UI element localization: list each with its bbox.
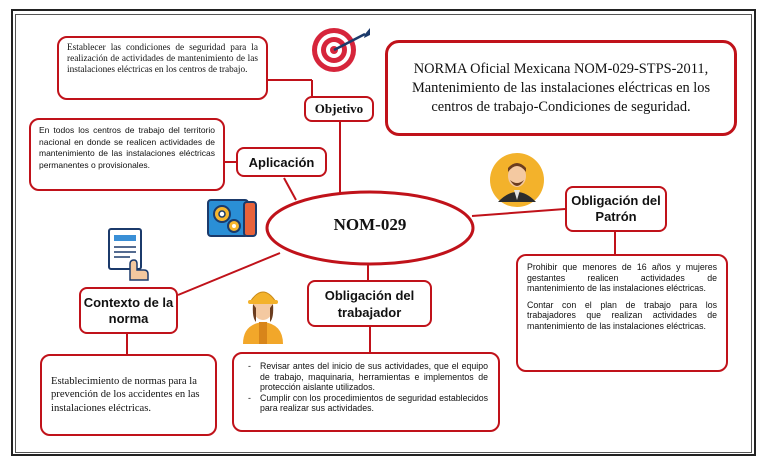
trabajador-description-box	[232, 352, 500, 432]
patron-label	[565, 186, 667, 232]
contexto-label	[79, 287, 178, 334]
contexto-description-box	[40, 354, 217, 436]
businessman-icon	[488, 152, 546, 208]
document-hand-icon	[106, 226, 152, 282]
patron-label-text: Obligación del Patrón	[571, 193, 661, 224]
objetivo-description: Establecer las condiciones de seguridad para la realización de actividades de mantenimiento de las instalaciones eléctricas en los centros de trabajo.	[67, 43, 258, 75]
norma-title: NORMA Oficial Mexicana NOM-029-STPS-2011, Mantenimiento de las instalaciones eléctricas en los centros de trabajo-Condiciones de seguridad.	[411, 60, 711, 115]
target-icon	[310, 24, 372, 76]
aplicacion-description: En todos los centros de trabajo del territorio nacional en donde se realicen actividades de mantenimiento de las instalaciones eléctricas permanentes o provisionales.	[39, 125, 215, 170]
contexto-description: Establecimiento de normas para la prevención de los accidentes en las instalaciones eléctricas.	[51, 375, 200, 414]
trabajador-label-text: Obligación del trabajador	[324, 287, 415, 320]
worker-icon	[238, 282, 288, 344]
aplicacion-description-box	[29, 118, 225, 191]
center-label-text: NOM-029	[333, 215, 407, 234]
center-label	[268, 215, 472, 235]
aplicacion-label-text: Aplicación	[248, 154, 315, 170]
patron-paragraph-2: Contar con el plan de trabajo para los trabajadores que realizan actividades de mantenimiento de las instalaciones eléctricas.	[527, 299, 717, 331]
trabajador-item-2: - Cumplir con los procedimientos de seguridad establecidos para realizar sus actividades.	[260, 393, 488, 414]
patron-description-box	[516, 254, 728, 372]
contexto-label-text: Contexto de la norma	[83, 294, 174, 326]
trabajador-list	[246, 361, 488, 414]
trabajador-item-1: - Revisar antes del inicio de sus actividades, que el equipo de trabajo, maquinaria, herramientas e implementos de protección aislante utilizados.	[260, 361, 488, 393]
norma-title-box	[385, 40, 737, 136]
objetivo-label-text: Objetivo	[314, 101, 364, 116]
objetivo-label	[304, 96, 374, 122]
objetivo-description-box	[57, 36, 268, 100]
gears-blueprint-icon	[204, 196, 260, 240]
trabajador-label	[307, 280, 432, 327]
aplicacion-label	[236, 147, 327, 177]
patron-paragraph-1: Prohibir que menores de 16 años y mujeres gestantes realicen actividades de mantenimiento de las instalaciones eléctricas.	[527, 262, 717, 293]
